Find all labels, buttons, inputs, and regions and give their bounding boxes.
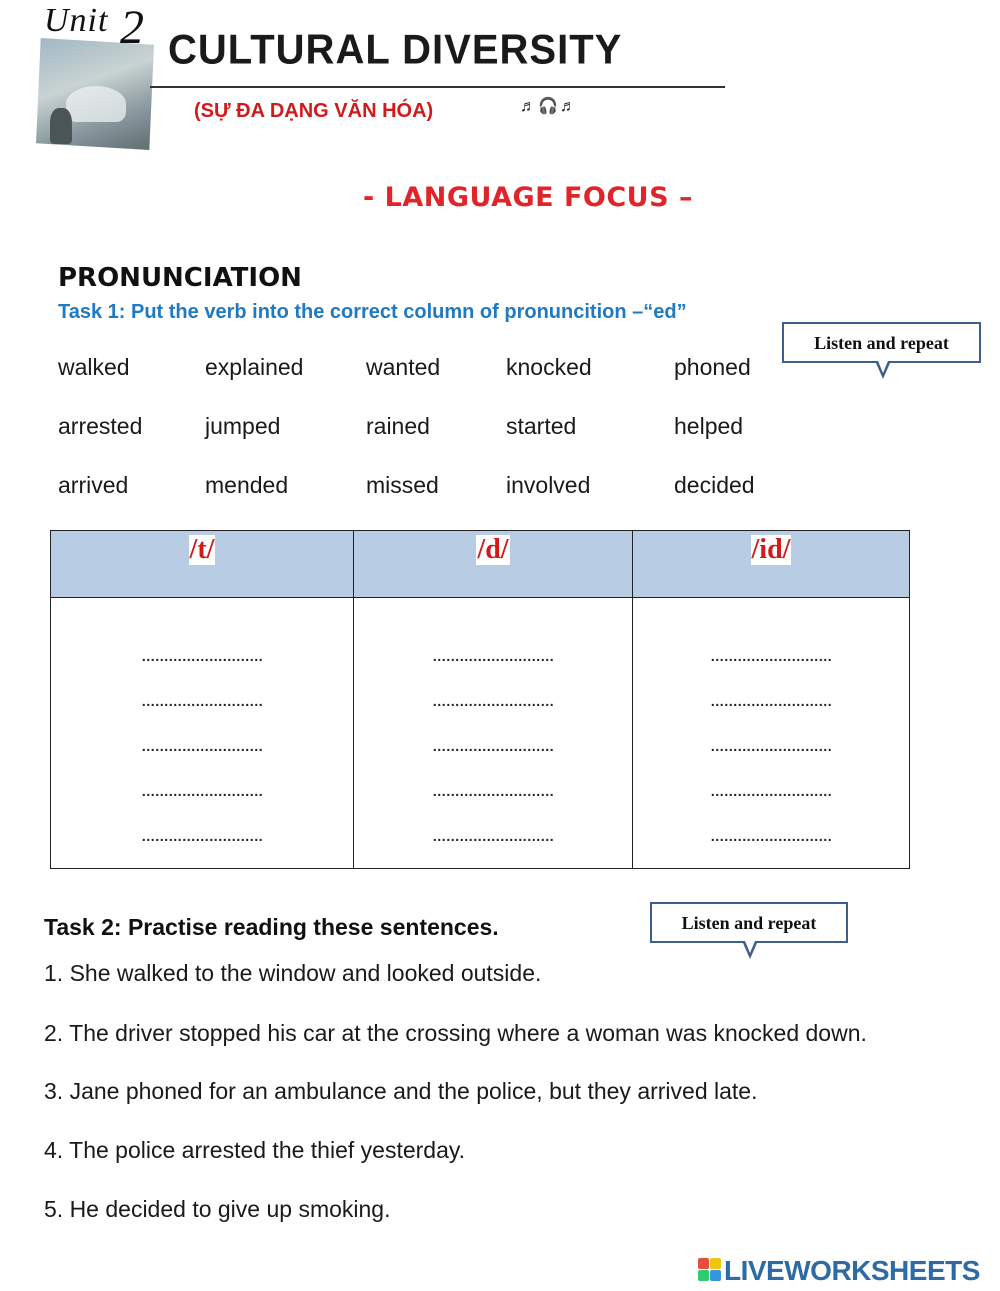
word-item: decided <box>674 472 755 498</box>
word-item: knocked <box>506 354 592 380</box>
fountain-shape <box>66 86 126 122</box>
answer-blank[interactable]: ……………………… <box>141 738 263 754</box>
phoneme-label: /id/ <box>751 534 791 565</box>
answer-column-id <box>633 598 910 869</box>
answer-blank[interactable]: ……………………… <box>432 738 554 754</box>
word-item: started <box>506 413 577 439</box>
table-header-row <box>51 531 910 598</box>
answer-blank[interactable]: ……………………… <box>432 693 554 709</box>
word-item: jumped <box>205 413 281 439</box>
word-item: involved <box>506 472 591 498</box>
answer-column-t <box>51 598 354 869</box>
logo-block <box>698 1258 709 1269</box>
callout-pointer-fill <box>878 361 888 373</box>
answer-blank[interactable]: ……………………… <box>710 648 832 664</box>
callout-pointer-fill <box>745 941 755 953</box>
word-item: rained <box>366 413 430 439</box>
word-item: phoned <box>674 354 751 380</box>
sentence-item: 2. The driver stopped his car at the crossing where a woman was knocked down. <box>44 1020 867 1046</box>
header-cell-d <box>354 531 633 598</box>
answer-blank[interactable]: ……………………… <box>141 783 263 799</box>
header-cell-t <box>51 531 354 598</box>
word-item: missed <box>366 472 439 498</box>
listen-repeat-callout-2[interactable] <box>650 902 848 943</box>
phoneme-label: /t/ <box>189 534 215 565</box>
task2-instruction: Task 2: Practise reading these sentences. <box>44 914 499 940</box>
unit-label: Unit <box>44 2 109 39</box>
word-item: wanted <box>366 354 441 380</box>
answer-blank[interactable]: ……………………… <box>432 828 554 844</box>
word-item: walked <box>58 354 130 380</box>
phoneme-label: /d/ <box>477 534 509 565</box>
sentence-item: 1. She walked to the window and looked outside. <box>44 960 542 986</box>
callout-label: Listen and repeat <box>814 333 949 353</box>
section-title: - LANGUAGE FOCUS – <box>363 182 693 213</box>
unit-title: CULTURAL DIVERSITY <box>168 26 623 74</box>
statue-shape <box>50 108 72 144</box>
sentence-item: 4. The police arrested the thief yesterday. <box>44 1137 466 1163</box>
word-item: mended <box>205 472 289 498</box>
table-answer-row <box>51 598 910 869</box>
logo-blocks-icon <box>698 1258 722 1282</box>
liveworksheets-logo[interactable] <box>698 1255 994 1285</box>
pronunciation-heading: PRONUNCIATION <box>58 263 302 293</box>
listen-repeat-callout-1[interactable] <box>782 322 981 363</box>
sentence-item: 5. He decided to give up smoking. <box>44 1196 391 1222</box>
unit-number: 2 <box>120 1 144 54</box>
answer-blank[interactable]: ……………………… <box>141 828 263 844</box>
answer-blank[interactable]: ……………………… <box>710 693 832 709</box>
sentence-item: 3. Jane phoned for an ambulance and the police, but they arrived late. <box>44 1078 758 1104</box>
unit-subtitle: (SỰ ĐA DẠNG VĂN HÓA) <box>194 100 434 122</box>
answer-blank[interactable]: ……………………… <box>710 783 832 799</box>
answer-blank[interactable]: ……………………… <box>432 783 554 799</box>
task1-instruction: Task 1: Put the verb into the correct column of pronuncition –“ed” <box>58 301 687 323</box>
word-item: explained <box>205 354 304 380</box>
answer-table <box>50 530 910 869</box>
header-cell-id <box>633 531 910 598</box>
title-divider <box>150 86 725 88</box>
callout-label: Listen and repeat <box>681 913 817 933</box>
answer-blank[interactable]: ……………………… <box>141 648 263 664</box>
logo-block <box>710 1270 721 1281</box>
word-item: arrived <box>58 472 129 498</box>
word-item: helped <box>674 413 744 439</box>
logo-wordmark: LIVEWORKSHEETS <box>724 1255 980 1286</box>
answer-blank[interactable]: ……………………… <box>710 738 832 754</box>
music-headphones-icon: ♬🎧♬ <box>520 98 578 115</box>
answer-blank[interactable]: ……………………… <box>432 648 554 664</box>
answer-column-d <box>354 598 633 869</box>
answer-blank[interactable]: ……………………… <box>710 828 832 844</box>
word-item: arrested <box>58 413 143 439</box>
logo-block <box>710 1258 721 1269</box>
answer-blank[interactable]: ……………………… <box>141 693 263 709</box>
logo-block <box>698 1270 709 1281</box>
